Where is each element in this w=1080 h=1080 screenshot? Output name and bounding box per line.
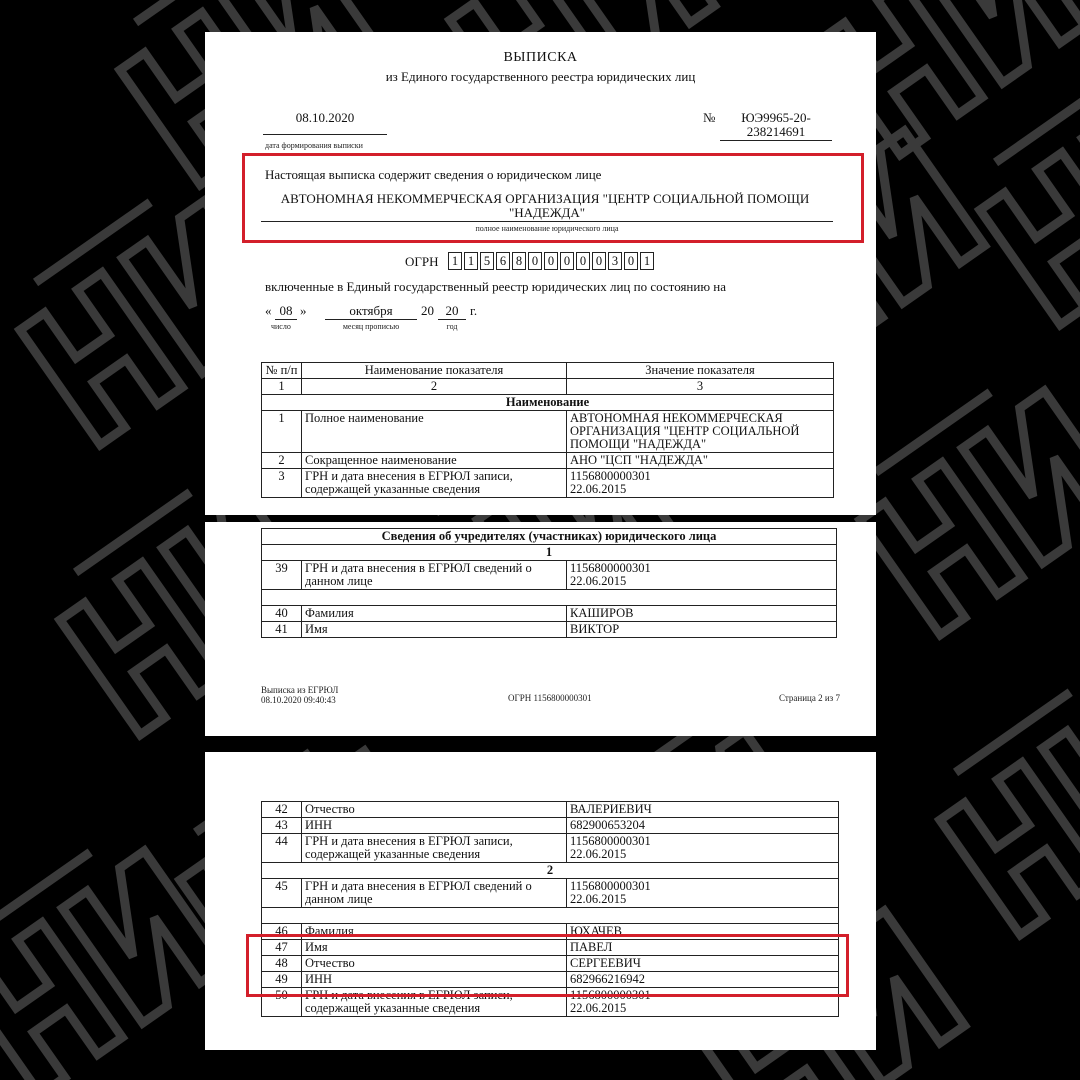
highlight-founder-name bbox=[246, 934, 849, 997]
register-table-1 bbox=[261, 362, 834, 498]
indicator-value-line: 22.06.2015 bbox=[570, 574, 627, 588]
extract-number-line2: 238214691 bbox=[720, 124, 832, 141]
indicator-name-line: ГРН и дата внесения в ЕГРЮЛ сведений о bbox=[305, 561, 532, 575]
ogrn-digit: 0 bbox=[624, 252, 638, 270]
table-row bbox=[262, 818, 839, 834]
indicator-name bbox=[302, 561, 567, 590]
indicator-name-line: содержащей указанные сведения bbox=[305, 1001, 481, 1015]
highlight-entity-name bbox=[242, 153, 864, 243]
state-month: октября bbox=[325, 303, 417, 320]
indicator-name-line: ИНН bbox=[305, 972, 333, 986]
ogrn-digit: 3 bbox=[608, 252, 622, 270]
table-row bbox=[262, 879, 839, 908]
founder-number-2: 2 bbox=[262, 863, 839, 879]
indicator-value bbox=[567, 561, 837, 590]
indicator-value bbox=[567, 834, 839, 863]
indicator-value-line: 1156800000301 bbox=[570, 561, 651, 575]
year-caption: год bbox=[446, 322, 458, 331]
indicator-value-line: АВТОНОМНАЯ НЕКОММЕРЧЕСКАЯ bbox=[570, 411, 783, 425]
row-number: 49 bbox=[262, 972, 302, 988]
issue-date: 08.10.2020 bbox=[263, 110, 387, 135]
indicator-value-line: АНО "ЦСП "НАДЕЖДА" bbox=[570, 453, 709, 467]
ogrn-digit: 6 bbox=[496, 252, 510, 270]
empty-row bbox=[262, 590, 837, 606]
indicator-value bbox=[567, 622, 837, 638]
indicator-value bbox=[567, 411, 834, 453]
header-indicator-value: Значение показателя bbox=[567, 363, 834, 379]
indicator-value-line: 22.06.2015 bbox=[570, 892, 627, 906]
indicator-name bbox=[302, 879, 567, 908]
row-number: 39 bbox=[262, 561, 302, 590]
indicator-value-line: СЕРГЕЕВИЧ bbox=[570, 956, 641, 970]
ogrn-digit: 8 bbox=[512, 252, 526, 270]
row-number: 1 bbox=[262, 411, 302, 453]
row-number: 43 bbox=[262, 818, 302, 834]
indicator-name-line: ГРН и дата внесения в ЕГРЮЛ записи, bbox=[305, 988, 513, 1002]
document-page-3 bbox=[205, 752, 876, 1050]
table-row bbox=[262, 469, 834, 498]
indicator-value-line: 682966216942 bbox=[570, 972, 645, 986]
date-quote-close: » bbox=[300, 303, 307, 318]
empty-cell bbox=[262, 590, 837, 606]
indicator-name-line: Имя bbox=[305, 940, 328, 954]
document-page-2 bbox=[205, 522, 876, 736]
indicator-name-line: Сокращенное наименование bbox=[305, 453, 457, 467]
ogrn-digit: 5 bbox=[480, 252, 494, 270]
indicator-value-line: 1156800000301 bbox=[570, 469, 651, 483]
indicator-name-line: Фамилия bbox=[305, 606, 354, 620]
row-number: 47 bbox=[262, 940, 302, 956]
indicator-value-line: ВАЛЕРИЕВИЧ bbox=[570, 802, 652, 816]
row-number: 48 bbox=[262, 956, 302, 972]
indicator-value-line: ЮХАЧЕВ bbox=[570, 924, 622, 938]
indicator-name-line: Фамилия bbox=[305, 924, 354, 938]
indicator-value-line: ПАВЕЛ bbox=[570, 940, 613, 954]
footer-page-number: Страница 2 из 7 bbox=[779, 693, 840, 703]
table-row bbox=[262, 606, 837, 622]
indicator-name bbox=[302, 622, 567, 638]
ogrn-digit: 0 bbox=[528, 252, 542, 270]
indicator-name bbox=[302, 802, 567, 818]
row-number: 46 bbox=[262, 924, 302, 940]
table-row bbox=[262, 802, 839, 818]
indicator-value-line: ВИКТОР bbox=[570, 622, 620, 636]
indicator-name-line: Отчество bbox=[305, 956, 355, 970]
indicator-name-line: ГРН и дата внесения в ЕГРЮЛ записи, bbox=[305, 469, 513, 483]
header-number: № п/п bbox=[262, 363, 302, 379]
indicator-value-line: ОРГАНИЗАЦИЯ "ЦЕНТР СОЦИАЛЬНОЙ bbox=[570, 424, 800, 438]
extract-number-line1: ЮЭ9965-20- bbox=[741, 110, 811, 125]
section-heading: Наименование bbox=[262, 395, 834, 411]
indicator-name-line: содержащей указанные сведения bbox=[305, 482, 481, 496]
empty-cell bbox=[262, 908, 839, 924]
indicator-value bbox=[567, 453, 834, 469]
ogrn-digit: 0 bbox=[576, 252, 590, 270]
indicator-name-line: ИНН bbox=[305, 818, 333, 832]
footer-left-line2: 08.10.2020 09:40:43 bbox=[261, 695, 336, 705]
indicator-name bbox=[302, 453, 567, 469]
register-table-2 bbox=[261, 528, 837, 638]
indicator-value bbox=[567, 802, 839, 818]
table-row bbox=[262, 453, 834, 469]
indicator-value bbox=[567, 469, 834, 498]
indicator-value bbox=[567, 879, 839, 908]
indicator-name-line: данном лице bbox=[305, 892, 373, 906]
indicator-name bbox=[302, 818, 567, 834]
entity-intro: Настоящая выписка содержит сведения о юридическом лице bbox=[265, 167, 602, 182]
ogrn-digit: 0 bbox=[544, 252, 558, 270]
indicator-value-line: КАШИРОВ bbox=[570, 606, 634, 620]
number-sign: № bbox=[703, 110, 716, 125]
day-caption: число bbox=[271, 322, 291, 331]
indicator-value-line: 22.06.2015 bbox=[570, 1001, 627, 1015]
founders-section-heading: Сведения об учредителях (участниках) юридического лица bbox=[262, 529, 837, 545]
ogrn-digit: 0 bbox=[560, 252, 574, 270]
row-number: 2 bbox=[262, 453, 302, 469]
table-row bbox=[262, 411, 834, 453]
entity-name-line2: "НАДЕЖДА" bbox=[261, 205, 833, 222]
column-number-2: 2 bbox=[302, 379, 567, 395]
indicator-name-line: Отчество bbox=[305, 802, 355, 816]
header-indicator-name: Наименование показателя bbox=[302, 363, 567, 379]
column-number-1: 1 bbox=[262, 379, 302, 395]
footer-left-line1: Выписка из ЕГРЮЛ bbox=[261, 685, 339, 695]
indicator-name bbox=[302, 834, 567, 863]
watermark-logo bbox=[0, 826, 225, 1080]
indicator-name bbox=[302, 469, 567, 498]
indicator-value-line: 1156800000301 bbox=[570, 988, 651, 1002]
column-number-3: 3 bbox=[567, 379, 834, 395]
entity-name-line1: АВТОНОМНАЯ НЕКОММЕРЧЕСКАЯ ОРГАНИЗАЦИЯ "ЦЕНТР СОЦИАЛЬНОЙ ПОМОЩИ bbox=[280, 191, 810, 206]
row-number: 50 bbox=[262, 988, 302, 1017]
row-number: 42 bbox=[262, 802, 302, 818]
indicator-name-line: Полное наименование bbox=[305, 411, 424, 425]
indicator-name bbox=[302, 411, 567, 453]
ogrn-digit: 1 bbox=[448, 252, 462, 270]
document-subtitle: из Единого государственного реестра юридических лиц bbox=[385, 69, 696, 84]
indicator-value-line: 682900653204 bbox=[570, 818, 645, 832]
indicator-value-line: 22.06.2015 bbox=[570, 847, 627, 861]
state-year-suffix: г. bbox=[470, 303, 478, 318]
indicator-value-line: ПОМОЩИ "НАДЕЖДА" bbox=[570, 437, 707, 451]
state-year: 20 bbox=[438, 303, 466, 320]
table-row bbox=[262, 561, 837, 590]
row-number: 41 bbox=[262, 622, 302, 638]
state-text: включенные в Единый государственный реестр юридических лиц по состоянию на bbox=[265, 279, 727, 294]
ogrn-label: ОГРН bbox=[405, 254, 439, 269]
date-quote-open: « bbox=[265, 303, 272, 318]
ogrn-digit: 1 bbox=[464, 252, 478, 270]
founder-number: 1 bbox=[262, 545, 837, 561]
ogrn-digit: 1 bbox=[640, 252, 654, 270]
indicator-name-line: Имя bbox=[305, 622, 328, 636]
footer-ogrn: ОГРН 1156800000301 bbox=[508, 693, 592, 703]
issue-date-caption: дата формирования выписки bbox=[265, 141, 363, 150]
ogrn-digit: 0 bbox=[592, 252, 606, 270]
indicator-value bbox=[567, 818, 839, 834]
indicator-value-line: 22.06.2015 bbox=[570, 482, 627, 496]
indicator-name-line: содержащей указанные сведения bbox=[305, 847, 481, 861]
entity-name-caption: полное наименование юридического лица bbox=[475, 224, 619, 233]
month-caption: месяц прописью bbox=[342, 322, 400, 331]
document-page-1 bbox=[205, 32, 876, 515]
watermark-logo bbox=[843, 366, 1080, 634]
indicator-name-line: ГРН и дата внесения в ЕГРЮЛ записи, bbox=[305, 834, 513, 848]
row-number: 44 bbox=[262, 834, 302, 863]
row-number: 45 bbox=[262, 879, 302, 908]
table-row bbox=[262, 622, 837, 638]
row-number: 40 bbox=[262, 606, 302, 622]
watermark-logo bbox=[963, 56, 1080, 324]
indicator-value bbox=[567, 606, 837, 622]
state-day: 08 bbox=[275, 303, 297, 320]
indicator-name bbox=[302, 606, 567, 622]
indicator-name-line: ГРН и дата внесения в ЕГРЮЛ сведений о bbox=[305, 879, 532, 893]
indicator-name-line: данном лице bbox=[305, 574, 373, 588]
watermark-logo bbox=[923, 666, 1080, 934]
state-century: 20 bbox=[421, 303, 434, 318]
row-number: 3 bbox=[262, 469, 302, 498]
document-title: ВЫПИСКА bbox=[503, 50, 578, 65]
table-row bbox=[262, 834, 839, 863]
empty-row bbox=[262, 908, 839, 924]
ogrn-digit-boxes bbox=[448, 252, 656, 270]
indicator-value-line: 1156800000301 bbox=[570, 879, 651, 893]
indicator-value-line: 1156800000301 bbox=[570, 834, 651, 848]
